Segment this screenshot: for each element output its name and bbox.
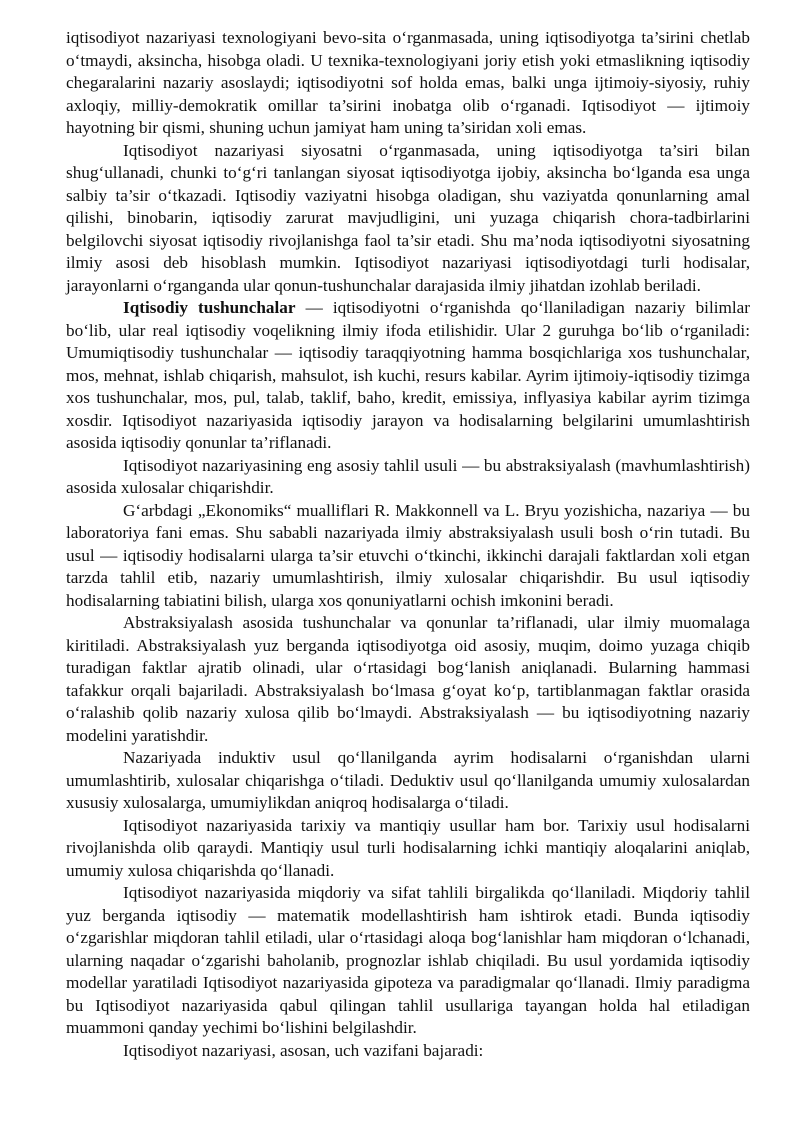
paragraph-historical-logical: Iqtisodiyot nazariyasida tarixiy va mantiqiy usullar ham bor. Tarixiy usul hodisalarni rivojlanishda olib qaraydi. Mantiqiy usul turli hodisalarning ichki mantiqiy aloqalarini aniqlab, umumiy xulosa chiqarishda qo‘llanadi. [66, 815, 750, 880]
paragraph-quantitative-qualitative: Iqtisodiyot nazariyasida miqdoriy va sifat tahlili birgalikda qo‘llaniladi. Miqdoriy tahlil yuz berganda iqtisodiy — matematik modellashtirish ham ishtirok etadi. Bunda iqtisodiy o‘zgarishlar miqdoran tahlil etiladi, ular o‘rtasidagi aloqa bog‘lanishlar ham miqdoran o‘lchanadi, ularning naqadar o‘zgarishi baholanib, prognozlar ishlab chiqiladi. Bu usul yordamida iqtisodiy modellar yaratiladi Iqtisodiyot nazariyasida gipoteza va paradigmalar qo‘llanadi. Ilmiy paradigma bu Iqtisodiyot nazariyasida qabul qilingan tahlil usullariga tayangan holda hal etiladigan muammoni qanday yechimi bo‘lishini belgilashdir. [66, 883, 750, 1037]
term-economic-concepts: Iqtisodiy tushunchalar [123, 298, 296, 317]
paragraph-induction-deduction: Nazariyada induktiv usul qo‘llanilganda ayrim hodisalarni o‘rganishdan ularni umumlashtirib, xulosalar chiqarishga o‘tiladi. Deduktiv usul qo‘llanilganda umumiy xulosalardan xususiy xulosalarga, umumiylikdan aniqroq hodisalarga o‘tiladi. [66, 748, 750, 812]
paragraph-policy: Iqtisodiyot nazariyasi siyosatni o‘rganmasada, uning iqtisodiyotga ta’siri bilan shug‘ullanadi, chunki to‘g‘ri tanlangan siyosat iqtisodiyotga ijobiy, aksincha bo‘lganda esa unga salbiy ta’sir o‘tkazadi. Iqtisodiy vaziyatni hisobga oladigan, shu vaziyatda qonunlarning amal qilishi, binobarin, iqtisodiy zarurat mavjudligini, uni yuzaga chiqarish chora-tadbirlarini belgilovchi siyosat iqtisodiy rivojlanishga faol ta’sir etadi. Shu ma’noda iqtisodiyotni siyosatning ilmiy asosi deb hisoblash mumkin. Iqtisodiyot nazariyasi iqtisodiyotdagi turli hodisalar, jarayonlarni o‘rganganda ular qonun-tushunchalar darajasida ilmiy jihatdan izohlab beriladi. [66, 140, 750, 295]
paragraph-main-method: Iqtisodiyot nazariyasining eng asosiy tahlil usuli — bu abstraksiyalash (mavhumlashtirish) asosida xulosalar chiqarishdir. [66, 455, 750, 497]
paragraph-economics-authors: G‘arbdagi „Ekonomiks“ mualliflari R. Makkonnell va L. Bryu yozishicha, nazariya — bu laboratoriya fani emas. Shu sababli nazariyada ilmiy abstraksiyalash usuli bosh o‘rin tutadi. Bu usul — iqtisodiy hodisalarni ularga ta’sir etuvchi o‘tkinchi, ikkinchi darajali faktlardan xoli etgan tarzda tahlil etib, nazariy umumlashtirish, ilmiy xulosalar chiqarishdir. Bu usul iqtisodiy hodisalarning tabiatini bilish, ularga xos qonuniyatlarni ochish imkonini beradi. [66, 500, 750, 610]
paragraph-continuation: iqtisodiyot nazariyasi texnologiyani bevo-sita o‘rganmasada, uning iqtisodiyotga ta’sirini chetlab o‘tmaydi, aksincha, hisobga oladi. U texnika-texnologiyani joriy etish yoki etmaslikning iqtisodiy chegaralarini nazariy asoslaydi; iqtisodiyotni sof holda emas, balki unga ijtimoiy-siyosiy, ruhiy axloqiy, milliy-demokratik omillar ta’sirini inobatga olib o‘rganadi. Iqtisodiyot — ijtimoiy hayotning bir qismi, shuning uchun jamiyat ham uning ta’siridan xoli emas. [66, 28, 750, 137]
definition-economic-concepts: — iqtisodiyotni o‘rganishda qo‘llaniladigan nazariy bilimlar bo‘lib, ular real iqtisodiy voqelikning ilmiy ifoda etilishidir. Ular 2 guruhga bo‘lib o‘rganiladi: Umumiqtisodiy tushunchalar — iqtisodiy taraqqiyotning hamma bosqichlariga xos tushunchalar, mos, mehnat, ishlab chiqarish, mahsulot, ish kuchi, resurs kabilar. Ayrim ijtimoiy-iqtisodiy tizimga xos tushunchalar, mos, pul, talab, taklif, baho, kredit, emissiya, inflyasiya kabilar ayrim tizimga xosdir. Iqtisodiyot nazariyasida iqtisodiy jarayon va hodisalarning belgilarini umumlashtirish asosida iqtisodiy qonunlar ta’riflanadi. [66, 298, 750, 452]
paragraph-economic-concepts [66, 297, 750, 455]
paragraph-abstraction: Abstraksiyalash asosida tushunchalar va qonunlar ta’riflanadi, ular ilmiy muomalaga kiritiladi. Abstraksiyalash yuz berganda iqtisodiyotga oid asosiy, muqim, doimo yuzaga chiqib turadigan faktlar ajratib olinadi, ular o‘rtasidagi bog‘lanish aniqlanadi. Bularning hammasi tafakkur orqali bajariladi. Abstraksiyalash bo‘lmasa g‘oyat ko‘p, tartiblanmagan faktlar orasida o‘ralashib qolib nazariy xulosa qilib bo‘lmaydi. Abstraksiyalash — bu iqtisodiyotning nazariy modelini yaratishdir. [66, 613, 750, 745]
paragraph-three-functions: Iqtisodiyot nazariyasi, asosan, uch vazifani bajaradi: [123, 1040, 484, 1060]
